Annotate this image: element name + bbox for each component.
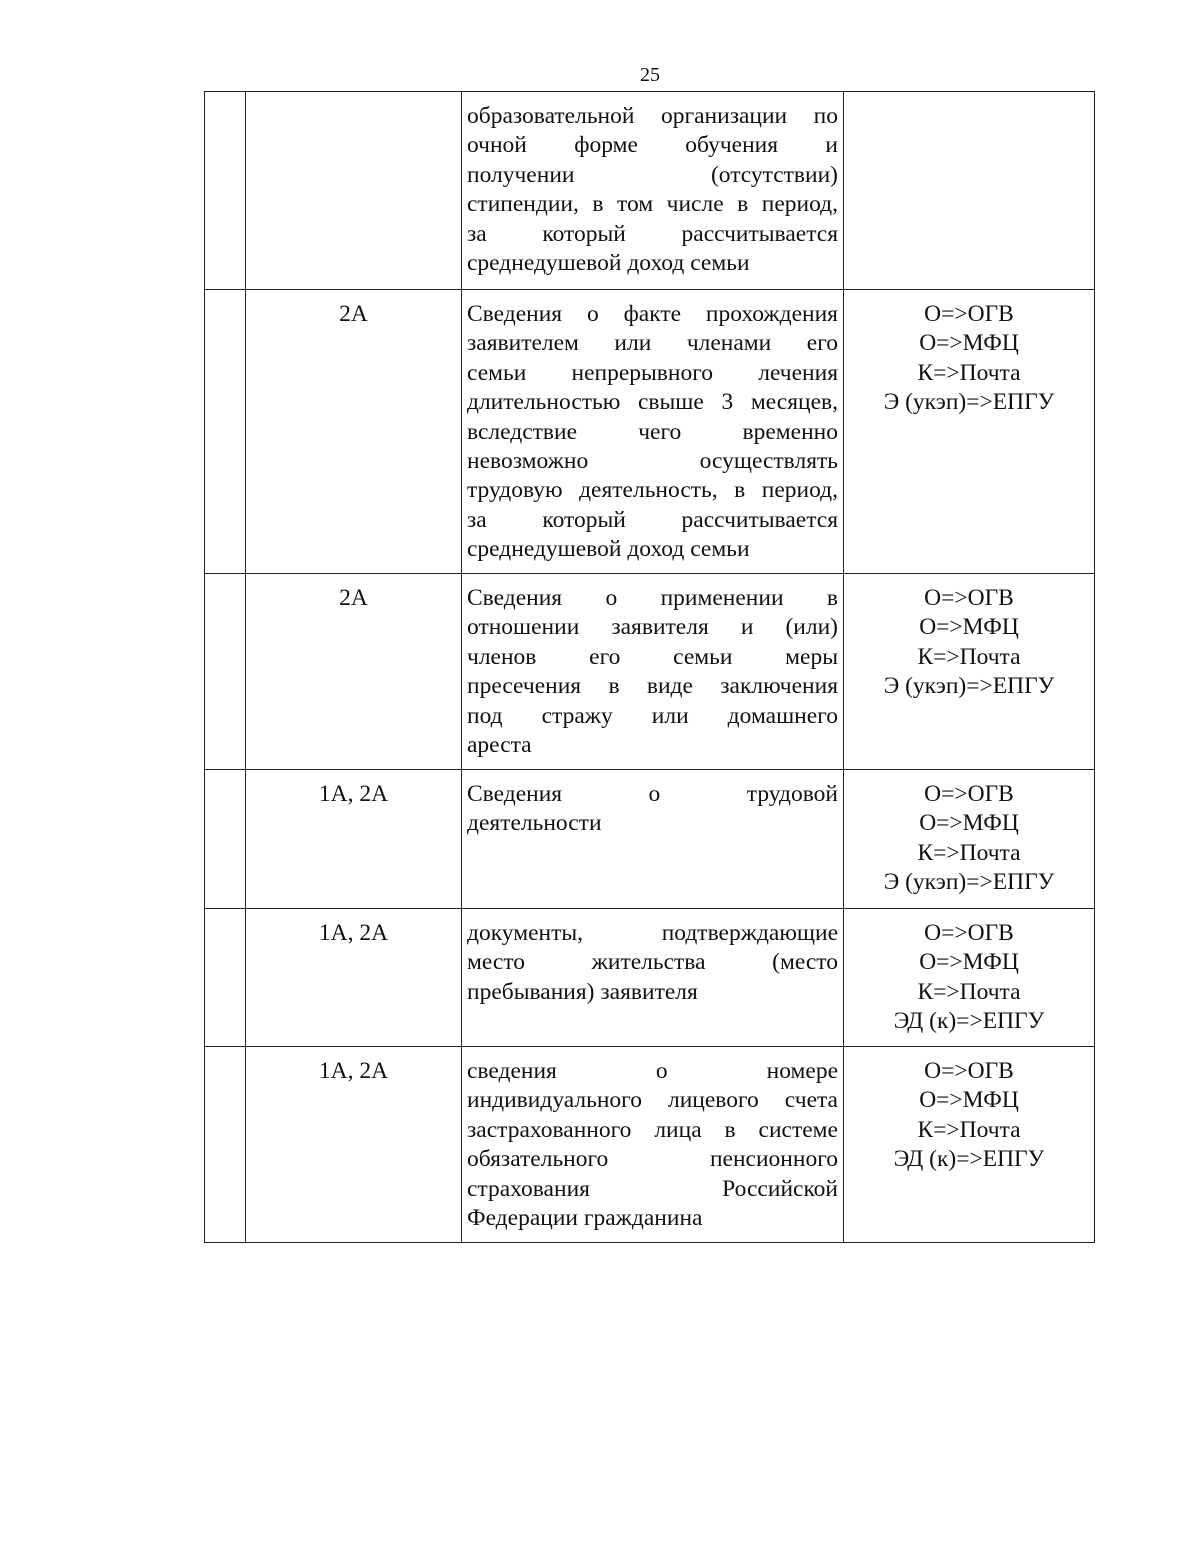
description-line: длительностью свыше 3 месяцев, bbox=[467, 389, 838, 416]
submission-methods-cell bbox=[844, 92, 1095, 290]
description-line: под стражу или домашнего bbox=[467, 702, 838, 729]
submission-method: О=>МФЦ bbox=[919, 810, 1019, 837]
description-line: обязательного пенсионного bbox=[467, 1146, 838, 1173]
page-number: 25 bbox=[640, 64, 660, 86]
description-line: невозможно осуществлять bbox=[467, 448, 838, 475]
submission-method: О=>МФЦ bbox=[919, 1087, 1019, 1114]
description-line: среднедушевой доход семьи bbox=[467, 250, 750, 277]
table-body bbox=[205, 92, 1095, 1243]
index-cell bbox=[205, 770, 246, 909]
table-row bbox=[205, 574, 1095, 770]
submission-methods-cell bbox=[844, 574, 1095, 770]
submission-method: О=>МФЦ bbox=[919, 330, 1019, 357]
submission-method: ЭД (к)=>ЕПГУ bbox=[893, 1146, 1045, 1173]
submission-method: ЭД (к)=>ЕПГУ bbox=[893, 1008, 1045, 1035]
description-line: семьи непрерывного лечения bbox=[467, 359, 838, 386]
description-line: индивидуального лицевого счета bbox=[467, 1087, 838, 1114]
index-cell bbox=[205, 574, 246, 770]
submission-method: О=>МФЦ bbox=[919, 614, 1019, 641]
submission-method: К=>Почта bbox=[917, 643, 1021, 670]
table-row bbox=[205, 909, 1095, 1047]
description-line: стипендии, в том числе в период, bbox=[467, 191, 838, 218]
description-line: заявителем или членами его bbox=[467, 330, 838, 357]
document-description-cell bbox=[462, 909, 844, 1047]
description-line: вследствие чего временно bbox=[467, 418, 838, 445]
submission-method: К=>Почта bbox=[917, 1116, 1021, 1143]
applicant-category-cell: 2А bbox=[246, 574, 462, 770]
description-line: за который рассчитывается bbox=[467, 220, 838, 247]
submission-methods-cell bbox=[844, 1047, 1095, 1243]
description-line: получении (отсутствии) bbox=[467, 161, 838, 188]
submission-methods-cell bbox=[844, 290, 1095, 574]
document-description-cell bbox=[462, 1047, 844, 1243]
description-line: страхования Российской bbox=[467, 1175, 838, 1202]
applicant-category-cell: 1А, 2А bbox=[246, 770, 462, 909]
applicant-category-cell: 1А, 2А bbox=[246, 909, 462, 1047]
submission-method: О=>ОГВ bbox=[924, 781, 1014, 807]
submission-methods-cell bbox=[844, 909, 1095, 1047]
description-line: образовательной организации по bbox=[467, 103, 838, 129]
description-line: пребывания) заявителя bbox=[467, 978, 698, 1005]
description-line: отношении заявителя и (или) bbox=[467, 614, 838, 641]
submission-methods-cell bbox=[844, 770, 1095, 909]
index-cell bbox=[205, 290, 246, 574]
applicant-category-cell: 1А, 2А bbox=[246, 1047, 462, 1243]
submission-method: К=>Почта bbox=[917, 359, 1021, 386]
submission-method: К=>Почта bbox=[917, 839, 1021, 866]
description-line: документы, подтверждающие bbox=[467, 920, 838, 946]
submission-method: Э (укэп)=>ЕПГУ bbox=[883, 673, 1055, 700]
document-description-cell bbox=[462, 574, 844, 770]
description-line: деятельности bbox=[467, 810, 602, 837]
submission-method: К=>Почта bbox=[917, 978, 1021, 1005]
index-cell bbox=[205, 92, 246, 290]
description-line: за который рассчитывается bbox=[467, 506, 838, 533]
description-line: место жительства (место bbox=[467, 949, 838, 976]
table-row bbox=[205, 1047, 1095, 1243]
submission-method: О=>МФЦ bbox=[919, 949, 1019, 976]
description-line: сведения о номере bbox=[467, 1058, 838, 1084]
table-row bbox=[205, 92, 1095, 290]
description-line: трудовую деятельность, в период, bbox=[467, 477, 838, 504]
submission-method: О=>ОГВ bbox=[924, 585, 1014, 611]
submission-method: О=>ОГВ bbox=[924, 301, 1014, 327]
description-line: ареста bbox=[467, 732, 532, 759]
table-row bbox=[205, 290, 1095, 574]
index-cell bbox=[205, 909, 246, 1047]
description-line: среднедушевой доход семьи bbox=[467, 536, 750, 563]
description-line: очной форме обучения и bbox=[467, 132, 838, 159]
document-description-cell bbox=[462, 290, 844, 574]
table-row bbox=[205, 770, 1095, 909]
description-line: членов его семьи меры bbox=[467, 643, 838, 670]
submission-method: О=>ОГВ bbox=[924, 1058, 1014, 1084]
description-line: Сведения о трудовой bbox=[467, 781, 838, 807]
description-line: пресечения в виде заключения bbox=[467, 673, 838, 700]
index-cell bbox=[205, 1047, 246, 1243]
submission-method: Э (укэп)=>ЕПГУ bbox=[883, 869, 1055, 896]
applicant-category-cell bbox=[246, 92, 462, 290]
description-line: застрахованного лица в системе bbox=[467, 1116, 838, 1143]
submission-method: О=>ОГВ bbox=[924, 920, 1014, 946]
document-description-cell bbox=[462, 770, 844, 909]
document-description-cell bbox=[462, 92, 844, 290]
description-line: Сведения о факте прохождения bbox=[467, 301, 838, 327]
applicant-category-cell: 2А bbox=[246, 290, 462, 574]
description-line: Сведения о применении в bbox=[467, 585, 838, 611]
submission-method: Э (укэп)=>ЕПГУ bbox=[883, 389, 1055, 416]
description-line: Федерации гражданина bbox=[467, 1205, 703, 1232]
documents-table bbox=[204, 91, 1095, 1243]
